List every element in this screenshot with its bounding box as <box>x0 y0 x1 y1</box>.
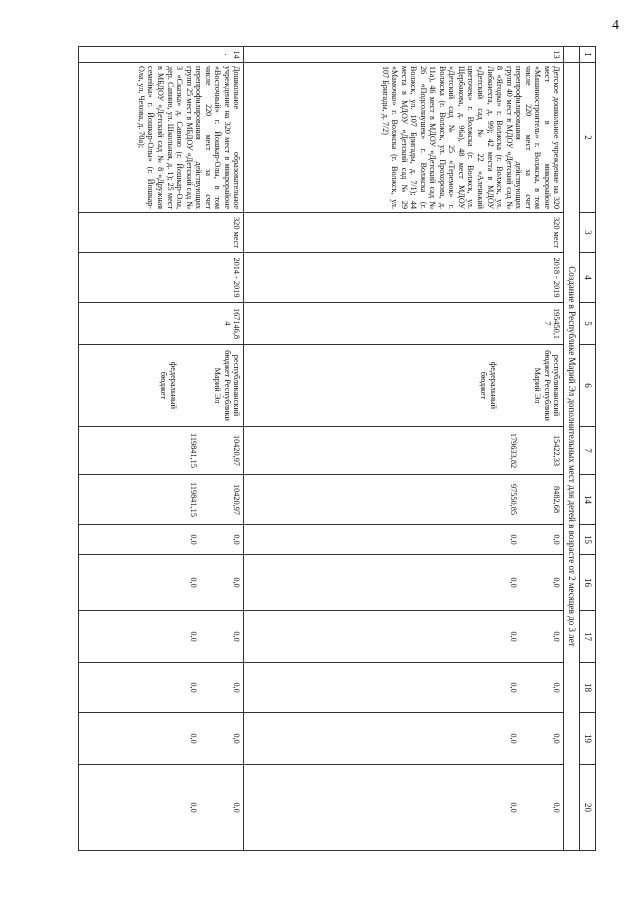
cell-value: 0,0 <box>552 802 562 813</box>
row-period: 2018 - 2019 <box>244 253 564 303</box>
header-col: 18 <box>580 663 596 713</box>
cell-value: 0,0 <box>232 733 242 744</box>
cell-value: 0,0 <box>232 631 242 642</box>
funding-sources <box>79 345 244 427</box>
header-col: 17 <box>580 611 596 663</box>
funding-source: республиканский бюджет Республики Марий Эл <box>212 350 242 421</box>
col-14 <box>244 475 564 525</box>
cell-value: 0,0 <box>232 682 242 693</box>
cell-value: 0,0 <box>188 534 198 545</box>
cell-value: 119841,15 <box>188 433 198 468</box>
cell-value: 0,0 <box>552 631 562 642</box>
cell-value: 8482,68 <box>552 486 562 513</box>
header-col: 7 <box>580 427 596 475</box>
col-7 <box>244 427 564 475</box>
cell-value: 0,0 <box>188 802 198 813</box>
cell-value: 0,0 <box>188 577 198 588</box>
funding-sources <box>244 345 564 427</box>
cell-value: 119841,15 <box>188 482 198 517</box>
col-15 <box>79 525 244 555</box>
cell-value: 0,0 <box>232 802 242 813</box>
col-19 <box>79 713 244 765</box>
col-20 <box>79 765 244 851</box>
col-14 <box>79 475 244 525</box>
section-row <box>564 47 580 851</box>
row-capacity: 320 мест <box>244 213 564 253</box>
table-row <box>244 47 564 851</box>
col-19 <box>244 713 564 765</box>
header-col: 5 <box>580 303 596 345</box>
header-col: 4 <box>580 253 596 303</box>
cell-value: 179633,82 <box>508 432 518 469</box>
header-col: 6 <box>580 345 596 427</box>
row-description: Дошкольное образовательное учреждение на 320 мест в микрорайоне «Восточный» г. Йошкар-Олы, в том числе 220 мест за счет перепрофилирования действующих групп 25 мест в МБДОУ «Детский сад № 3 «Сказка» д. Савино (г. Йошкар-Ола, дер. Савино, ул. Школьная, д. 1); 25 мест в МБДОУ «Детский сад № 8 «Дружная семейка» г. Йошкар-Олы» (г. Йошкар-Ола, ул. Чехова, д. 70а); <box>79 63 244 213</box>
data-table <box>78 46 596 851</box>
col-7 <box>79 427 244 475</box>
cell-value: 97550,85 <box>508 483 518 516</box>
funding-source: федеральный бюджет <box>479 361 499 410</box>
col-15 <box>244 525 564 555</box>
cell-value: 0,0 <box>188 631 198 642</box>
funding-source: федеральный бюджет <box>159 361 179 410</box>
col-16 <box>79 555 244 611</box>
rotated-table-container <box>44 46 596 850</box>
page-number: 4 <box>612 18 619 33</box>
cell-value: 0,0 <box>508 733 518 744</box>
col-16 <box>244 555 564 611</box>
row-period: 2014 - 2019 <box>79 253 244 303</box>
header-col: 3 <box>580 213 596 253</box>
header-col: 20 <box>580 765 596 851</box>
cell-value: 0,0 <box>552 682 562 693</box>
header-col: 16 <box>580 555 596 611</box>
col-17 <box>244 611 564 663</box>
header-col: 14 <box>580 475 596 525</box>
row-total: 195450,17 <box>244 303 564 345</box>
funding-source: республиканский бюджет Республики Марий Эл <box>532 350 562 421</box>
cell-value: 0,0 <box>188 733 198 744</box>
cell-value: 0,0 <box>508 631 518 642</box>
col-17 <box>79 611 244 663</box>
cell-value: 10420,97 <box>232 434 242 467</box>
cell-value: 0,0 <box>552 577 562 588</box>
cell-value: 0,0 <box>188 682 198 693</box>
cell-value: 0,0 <box>552 534 562 545</box>
cell-value: 0,0 <box>508 577 518 588</box>
cell-value: 0,0 <box>508 534 518 545</box>
col-18 <box>79 663 244 713</box>
col-18 <box>244 663 564 713</box>
cell-value: 0,0 <box>232 534 242 545</box>
row-number: 14. <box>79 47 244 63</box>
header-col: 15 <box>580 525 596 555</box>
cell-value: 15422,33 <box>552 434 562 467</box>
row-number: 13 <box>244 47 564 63</box>
cell-value: 0,0 <box>508 802 518 813</box>
row-description: Детское дошкольное учреждение на 320 мест в микрорайоне «Машиностроитель» г. Волжска, в том числе 220 мест за счет перепрофилирования действующих групп 40 мест в МДОУ «Детский сад № 8 «Ягодка» г. Волжска (г. Волжск, ул. Либкнехта, д. 99); 42 места в МДОУ «Детский сад № 22 «Аленький цветочек» г. Волжска (г. Волжск, ул. Щербакова, д. 96а), 48 мест МДОУ «Детский сад № 25 «Теремок» г. Волжска (г. Волжск, ул. Прохорова, д. 11а), 46 мест в МДОУ «Детский сад № 26 «Подсолнушек» г. Волжска (г. Волжск, ул. 107 Бригады, д. 7/1); 44 места в МДОУ «Детский сад № 29 «Мамочко» г. Волжска (г. Волжск, ул. 107 Бригады, д. 7/2) <box>244 63 564 213</box>
cell-value: 0,0 <box>232 577 242 588</box>
row-total: 167146,84 <box>79 303 244 345</box>
section-title: Создание в Республике Марий Эл дополнительных мест для детей в возрасте от 2 месяцев до 3 лет <box>564 63 580 851</box>
header-col: 1 <box>580 47 596 63</box>
row-capacity: 320 мест <box>79 213 244 253</box>
header-col: 19 <box>580 713 596 765</box>
header-row <box>580 47 596 851</box>
cell-value: 10420,97 <box>232 483 242 516</box>
cell-value: 0,0 <box>508 682 518 693</box>
col-20 <box>244 765 564 851</box>
header-col: 2 <box>580 63 596 213</box>
cell-value: 0,0 <box>552 733 562 744</box>
table-row <box>79 47 244 851</box>
